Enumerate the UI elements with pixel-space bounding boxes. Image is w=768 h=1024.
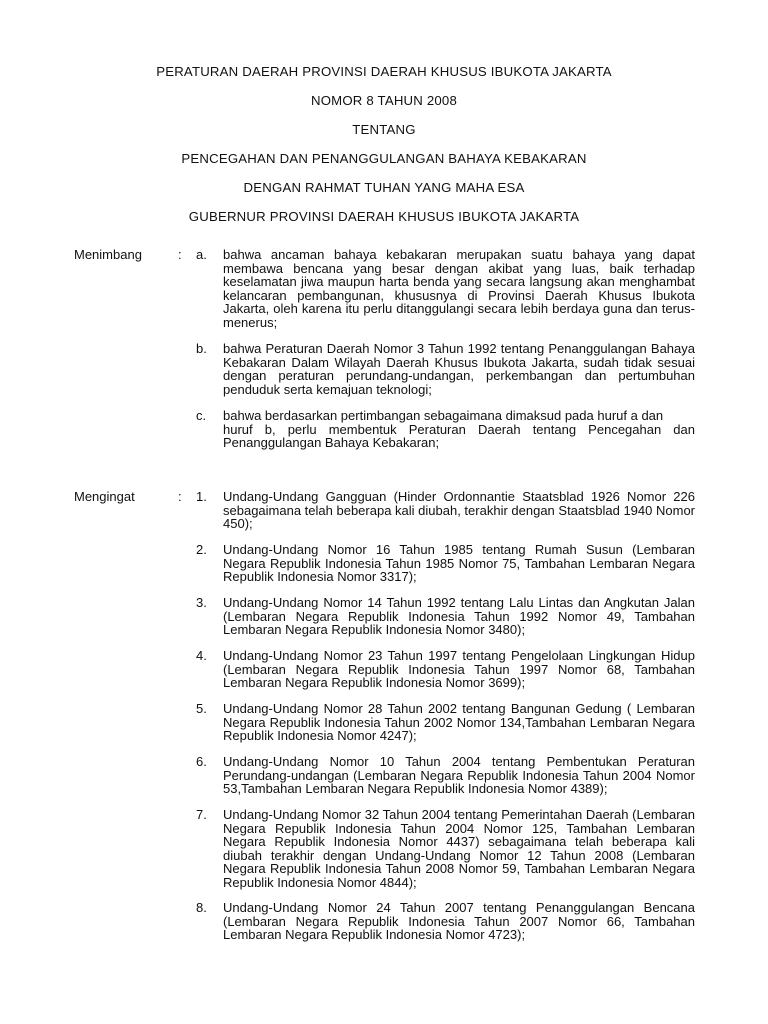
document-header (0, 64, 768, 238)
item-marker: c. (196, 408, 207, 423)
item-text: bahwa ancaman bahaya kebakaran merupakan suatu bahaya yang dapat membawa bencana yang besar dengan akibat yang luas, baik terhadap keselamatan jiwa maupun harta benda yang secara langsung akan menghambat kelancaran pembangunan, khususnya di Provinsi Daerah Khusus Ibukota Jakarta, oleh karena itu perlu ditanggulangi secara lebih berdaya guna dan terus-menerus; (223, 247, 695, 330)
item-marker: 7. (196, 807, 207, 822)
regulation-subject: PENCEGAHAN DAN PENANGGULANGAN BAHAYA KEBAKARAN (181, 151, 587, 166)
menimbang-colon: : (178, 247, 182, 262)
regulation-title: PERATURAN DAERAH PROVINSI DAERAH KHUSUS IBUKOTA JAKARTA (156, 64, 612, 79)
regulation-number: NOMOR 8 TAHUN 2008 (310, 93, 457, 108)
item-text: Undang-Undang Nomor 16 Tahun 1985 tentang Rumah Susun (Lembaran Negara Republik Indonesia Tahun 1985 Nomor 75, Tambahan Lembaran Negara Republik Indonesia Nomor 3317); (223, 542, 695, 585)
mengingat-colon: : (178, 489, 182, 504)
item-marker: 1. (196, 489, 207, 504)
item-text: Undang-Undang Nomor 28 Tahun 2002 tentang Bangunan Gedung ( Lembaran Negara Republik Indonesia Tahun 2002 Nomor 134,Tambahan Lembaran Negara Republik Indonesia Nomor 4247); (223, 701, 695, 744)
item-marker: 3. (196, 595, 207, 610)
item-text: Undang-Undang Nomor 24 Tahun 2007 tentang Penanggulangan Bencana (Lembaran Negara Republik Indonesia Tahun 2007 Nomor 66, Tambahan Lembaran Negara Republik Indonesia Nomor 4723); (223, 900, 695, 943)
item-text: Undang-Undang Nomor 23 Tahun 1997 tentang Pengelolaan Lingkungan Hidup (Lembaran Negara Republik Indonesia Tahun 1997 Nomor 68, Tambahan Lembaran Negara Republik Indonesia Nomor 3699); (223, 648, 695, 691)
item-marker: 8. (196, 900, 207, 915)
item-marker: 2. (196, 542, 207, 557)
item-marker: a. (196, 247, 207, 262)
regulation-grace: DENGAN RAHMAT TUHAN YANG MAHA ESA (243, 180, 525, 195)
item-text: Undang-Undang Nomor 14 Tahun 1992 tentang Lalu Lintas dan Angkutan Jalan (Lembaran Negara Republik Indonesia Tahun 1992 Nomor 49, Tambahan Lembaran Negara Republik Indonesia Nomor 3480); (223, 595, 695, 638)
item-text: Undang-Undang Nomor 32 Tahun 2004 tentang Pemerintahan Daerah (Lembaran Negara Republik Indonesia Tahun 2004 Nomor 125, Tambahan Lembaran Negara Republik Indonesia Nomor 4437) sebagaimana telah beberapa kali diubah terakhir dengan Undang-Undang Nomor 12 Tahun 2008 (Lembaran Negara Republik Indonesia Tahun 2008 Nomor 59, Tambahan Lembaran Negara Republik Indonesia Nomor 4844); (223, 807, 695, 890)
item-text: bahwa Peraturan Daerah Nomor 3 Tahun 1992 tentang Penanggulangan Bahaya Kebakaran Dalam Wilayah Daerah Khusus Ibukota Jakarta, sudah tidak sesuai dengan peraturan perundang-undangan, perkembangan dan pertumbuhan penduduk serta kemajuan teknologi; (223, 341, 695, 397)
item-text: bahwa berdasarkan pertimbangan sebagaimana dimaksud pada huruf a dan huruf b, perlu membentuk Peraturan Daerah tentang Pencegahan dan Penanggulangan Bahaya Kebakaran; (223, 408, 695, 451)
item-marker: b. (196, 341, 207, 356)
item-text: Undang-Undang Nomor 10 Tahun 2004 tentang Pembentukan Peraturan Perundang-undangan (Lembaran Negara Republik Indonesia Tahun 2004 Nomor 53,Tambahan Lembaran Negara Republik Indonesia Nomor 4389); (223, 754, 695, 797)
regulation-governor: GUBERNUR PROVINSI DAERAH KHUSUS IBUKOTA JAKARTA (188, 209, 580, 224)
regulation-about: TENTANG (352, 122, 416, 137)
item-marker: 5. (196, 701, 207, 716)
item-marker: 6. (196, 754, 207, 769)
menimbang-label: Menimbang (74, 247, 142, 262)
item-marker: 4. (196, 648, 207, 663)
mengingat-label: Mengingat (74, 489, 135, 504)
item-text: Undang-Undang Gangguan (Hinder Ordonnantie Staatsblad 1926 Nomor 226 sebagaimana telah beberapa kali diubah, terakhir dengan Staatsblad 1940 Nomor 450); (223, 489, 695, 532)
